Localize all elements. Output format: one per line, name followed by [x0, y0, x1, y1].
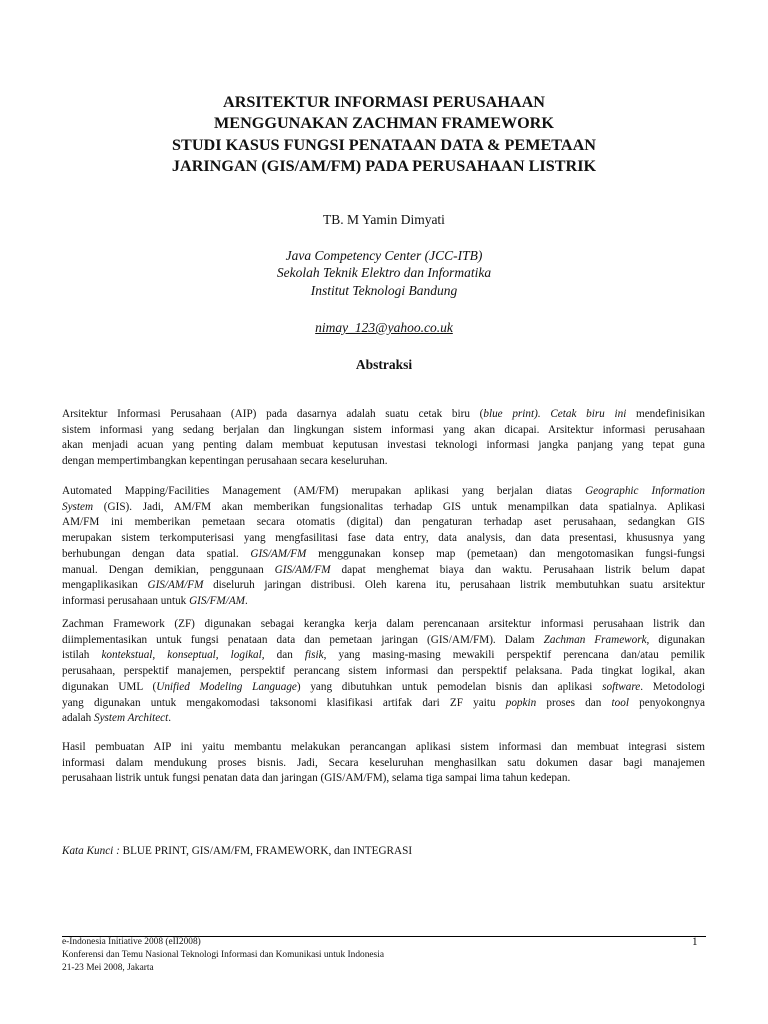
text-run: mengaplikasikan — [62, 579, 148, 592]
text-run: informasi dalam mendukung proses bisnis. Jadi, Secara keseluruhan menghasilkan satu dokumen dasar bagi manajemen — [62, 756, 705, 769]
affiliation-line: Sekolah Teknik Elektro dan Informatika — [276, 265, 492, 281]
text-run: , digunakan — [646, 633, 705, 646]
italic-term: System — [62, 500, 94, 513]
author-affiliation — [0, 247, 768, 299]
title-line: JARINGAN (GIS/AM/FM) PADA PERUSAHAAN LISTRIK — [171, 156, 597, 175]
italic-term: Zachman Framework — [543, 633, 647, 646]
paragraph-line — [62, 563, 705, 579]
title-line: MENGGUNAKAN ZACHMAN FRAMEWORK — [214, 114, 554, 133]
text-run: . Metodologi — [640, 680, 705, 693]
title-line: ARSITEKTUR INFORMASI PERUSAHAAN — [223, 93, 545, 111]
paragraph-line — [62, 633, 705, 649]
paragraph-line — [62, 648, 705, 664]
paragraph-line — [62, 756, 705, 772]
italic-term: Unified Modeling Language — [156, 680, 297, 693]
text-run: berhubungan dengan data spatial. — [62, 547, 251, 560]
italic-term: kontekstual, konseptual, logikal, — [101, 649, 265, 662]
paragraph-line — [62, 547, 705, 563]
text-run: perusahaan listrik untuk fungsi penatan data dan jaringan (GIS/AM/FM), selama tiga sampai lima tahun kedepan. — [62, 772, 571, 785]
italic-term: GIS/FM/AM — [189, 594, 245, 607]
affiliation-line: Institut Teknologi Bandung — [310, 282, 458, 298]
text-run: . — [168, 712, 172, 725]
footer-line: Konferensi dan Temu Nasional Teknologi Informasi dan Komunikasi untuk Indonesia — [62, 950, 384, 961]
paragraph-line — [62, 578, 705, 594]
affiliation-line: Java Competency Center (JCC-ITB) — [285, 248, 483, 263]
italic-term: Geographic Information — [585, 485, 705, 497]
italic-term: blue print). Cetak biru ini — [483, 408, 627, 420]
text-run: merupakan sistem terkomputerisasi yang mengfasilitasi fase data entry, data analysis, dan data presentasi, khususnya yang — [62, 532, 705, 545]
text-run: ) yang dibutuhkan untuk pemodelan bisnis dan aplikasi — [296, 680, 603, 693]
keywords-text: BLUE PRINT, GIS/AM/FM, FRAMEWORK, dan INTEGRASI — [119, 845, 413, 857]
paragraph-line — [62, 664, 705, 680]
text-run: dapat menghemat biaya dan waktu. Perusahaan listrik belum dapat — [330, 563, 706, 576]
text-run: diseluruh jaringan distribusi. Oleh karena itu, perusahaan listrik membutuhkan suatu arsitektur — [203, 579, 705, 592]
italic-term: GIS/AM/FM — [147, 579, 204, 592]
paragraph-line — [62, 680, 705, 696]
paragraph-line — [62, 711, 705, 727]
keywords-label: Kata Kunci : — [62, 845, 120, 857]
page-footer — [62, 936, 622, 976]
italic-term: fisik — [304, 649, 324, 662]
title-line: STUDI KASUS FUNGSI PENATAAN DATA & PEMETAAN — [172, 135, 596, 154]
text-run: perusahaan, perspektif manajemen, perspektif perancang sistem informasi dan perspektif pelaksana. Pada tingkat logikal, akan — [62, 665, 705, 678]
author-name: TB. M Yamin Dimyati — [323, 212, 445, 227]
paragraph-line — [62, 423, 705, 439]
italic-term: GIS/AM/FM — [274, 563, 331, 576]
text-run: . — [245, 594, 248, 607]
text-run: menggunakan konsep map (pemetaan) dan mengotomasikan fungsi-fungsi — [306, 547, 705, 560]
paragraph-line — [62, 771, 705, 787]
text-run: manual. Dengan demikian, penggunaan — [62, 563, 275, 576]
text-run: , yang masing-masing mewakili perspektif perencana dan/atau pemilik — [323, 649, 705, 662]
keywords — [62, 844, 705, 860]
paragraph-line — [62, 696, 705, 712]
author-email-link[interactable]: nimay_123@yahoo.co.uk — [315, 320, 453, 335]
paragraph-line — [62, 454, 705, 470]
paragraph-line — [62, 484, 705, 500]
text-run: penyokongnya — [628, 696, 706, 709]
text-run: (GIS). Jadi, AM/FM akan memberikan fungsionalitas terhadap GIS untuk menampilkan data spatialnya. Aplikasi — [93, 500, 705, 513]
text-run: proses dan — [536, 696, 612, 709]
paragraph-line — [62, 407, 705, 423]
paragraph-line — [62, 515, 705, 531]
abstract-paragraph-2 — [62, 484, 705, 610]
paragraph-line — [62, 500, 705, 516]
text-run: mendefinisikan — [626, 408, 705, 420]
italic-term: System Architect — [94, 712, 169, 725]
text-run: akan menjadi acuan yang penting dalam membuat keputusan investasi teknologi informasi jangka panjang yang tepat guna — [62, 439, 705, 452]
paragraph-line — [62, 594, 705, 610]
text-run: Zachman Framework (ZF) digunakan sebagai kerangka kerja dalam perencanaan arsitektur informasi perusahaan listrik dan — [62, 618, 705, 630]
text-run: dengan mempertimbangkan kepentingan perusahaan secara keseluruhan. — [62, 455, 388, 468]
abstract-paragraph-3 — [62, 617, 705, 727]
text-run: dan — [264, 649, 305, 662]
footer-line: 21-23 Mei 2008, Jakarta — [62, 963, 154, 974]
text-run: diimplementasikan untuk fungsi penataan data dan pemetaan jaringan (GIS/AM/FM). Dalam — [62, 633, 544, 646]
paragraph-line — [62, 531, 705, 547]
paragraph-line — [62, 438, 705, 454]
text-run: Arsitektur Informasi Perusahaan (AIP) pada dasarnya adalah suatu cetak biru ( — [62, 408, 484, 420]
text-run: informasi perusahaan untuk — [62, 594, 190, 607]
paragraph-line — [62, 617, 705, 633]
abstract-paragraph-4 — [62, 740, 705, 787]
abstract-heading: Abstraksi — [355, 357, 413, 372]
italic-term: popkin — [505, 696, 537, 709]
page-number: 1 — [692, 936, 698, 948]
italic-term: tool — [611, 696, 629, 709]
text-run: adalah — [62, 712, 94, 725]
text-run: digunakan UML ( — [62, 680, 157, 693]
text-run: Hasil pembuatan AIP ini yaitu membantu melakukan perancangan aplikasi sistem informasi dan membuat integrasi sistem — [62, 741, 705, 753]
paragraph-line — [62, 740, 705, 756]
text-run: yang digunakan untuk mengakomodasi taksonomi klasifikasi artifak dari ZF yaitu — [62, 696, 506, 709]
italic-term: GIS/AM/FM — [250, 547, 307, 560]
text-run: sistem informasi yang sedang berjalan dan lingkungan sistem informasi yang akan dicapai. Arsitektur informasi perusahaan — [62, 423, 705, 436]
text-run: Automated Mapping/Facilities Management (AM/FM) merupakan aplikasi yang berjalan diatas — [62, 485, 586, 497]
paper-title — [0, 92, 768, 177]
italic-term: software — [602, 680, 641, 693]
text-run: AM/FM ini memberikan pemetaan secara otomatis (digital) dan pengaturan terhadap aset perusahaan, sedangkan GIS — [62, 516, 705, 529]
text-run: istilah — [62, 649, 102, 662]
footer-line: e-Indonesia Initiative 2008 (eII2008) — [62, 937, 201, 947]
abstract-paragraph-1 — [62, 407, 705, 470]
